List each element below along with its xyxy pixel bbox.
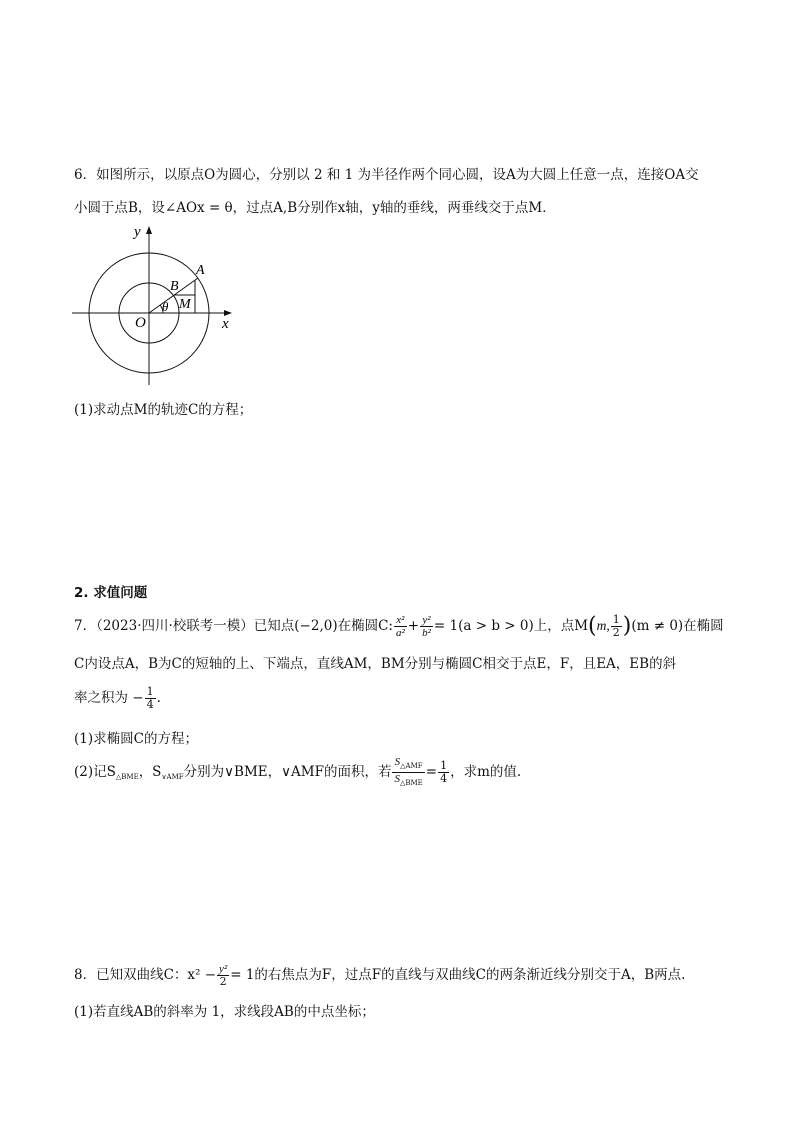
problem7-p2-d: ，求m的值. (450, 764, 522, 780)
problem7-part1: (1)求椭圆C的方程； (74, 731, 198, 747)
problem7-p2-a: (2)记S (74, 764, 116, 780)
problem8-part1: (1)若直线AB的斜率为 1，求线段AB的中点坐标； (74, 1004, 375, 1020)
problem6-line1: 6．如图所示，以原点O为圆心，分别以 2 和 1 为半径作两个同心圆，设A为大圆上任意一点，连接OA交 (74, 167, 699, 183)
plus-sign: + (407, 618, 420, 634)
fraction-1-4 (145, 686, 156, 711)
problem8-text-a: 8．已知双曲线C：x² − (74, 967, 217, 983)
equals-sign: = (425, 764, 438, 780)
problem7-text-a: 7．（2023·四川·校联考一模）已知点(−2,0)在椭圆C: (74, 618, 393, 634)
fraction-denominator: 4 (146, 698, 154, 711)
section-heading: 2. 求值问题 (74, 585, 148, 601)
s-symbol: S (394, 773, 400, 785)
subscript: △BME (115, 773, 139, 781)
fraction-denominator: 4 (440, 772, 448, 785)
fraction-numerator: y² (219, 963, 228, 975)
problem7-line2: C内设点A，B为C的短轴的上、下端点，直线AM，BM分别与椭圆C相交于点E，F，且EA，EB的斜 (74, 656, 677, 672)
problem7-part2 (74, 756, 521, 793)
subscript: △BME (399, 779, 423, 787)
fraction-denominator: b² (422, 627, 431, 639)
problem7-point-m: m, (596, 618, 610, 633)
problem6-line2: 小圆于点B，设∠AOx = θ，过点A,B分别作x轴，y轴的垂线，两垂线交于点M． (74, 200, 556, 216)
fraction-y2-2 (217, 963, 229, 988)
fraction-numerator: x² (394, 614, 407, 627)
fraction-denominator: 2 (612, 626, 620, 639)
label-a: A (196, 263, 205, 278)
problem7-text-l3b: . (156, 690, 161, 706)
fraction-y2-b2 (420, 614, 433, 639)
right-paren: ) (622, 613, 632, 639)
label-theta: θ (162, 299, 169, 314)
label-o: O (135, 315, 146, 331)
fraction-numerator: y² (420, 614, 433, 627)
subscript: △AMF (400, 762, 423, 770)
problem6-part1: (1)求动点M的轨迹C的方程； (74, 402, 253, 418)
label-x: x (222, 316, 229, 332)
fraction-denominator: 2 (219, 975, 227, 988)
problem7-text-l3a: 率之积为 − (74, 690, 144, 706)
problem7-p2-c: 分别为∨BME，∨AMF的面积，若 (183, 764, 392, 780)
problem7-text-b: = 1(a > b > 0)上，点M (433, 618, 589, 634)
fraction-numerator: 1 (440, 759, 448, 772)
label-m: M (179, 297, 191, 312)
y-axis-arrow (146, 226, 152, 234)
concentric-circles-figure (72, 222, 242, 390)
problem8-line1 (74, 961, 685, 989)
fraction-area-ratio (392, 756, 424, 789)
fraction-numerator: 1 (612, 613, 620, 626)
s-symbol: S (394, 756, 401, 768)
label-y: y (134, 224, 141, 240)
left-paren: ( (588, 613, 597, 639)
fraction-numerator: 1 (146, 685, 154, 698)
problem7-line1 (74, 612, 724, 641)
label-b: B (170, 279, 179, 294)
fraction-x2-a2 (394, 614, 407, 639)
subscript: ∨AMF (161, 773, 184, 781)
problem7-text-c: (m ≠ 0)在椭圆 (631, 618, 724, 634)
fraction-numerator (392, 756, 424, 773)
fraction-1-2 (611, 614, 622, 639)
fraction-denominator (392, 773, 424, 789)
problem8-text-b: = 1的右焦点为F，过点F的直线与双曲线C的两条渐近线分别交于A，B两点. (230, 967, 686, 983)
fraction-denominator: a² (395, 627, 405, 639)
problem7-p2-b: ，S (138, 764, 162, 780)
fraction-1-4 (438, 760, 449, 785)
problem7-line3 (74, 684, 161, 712)
